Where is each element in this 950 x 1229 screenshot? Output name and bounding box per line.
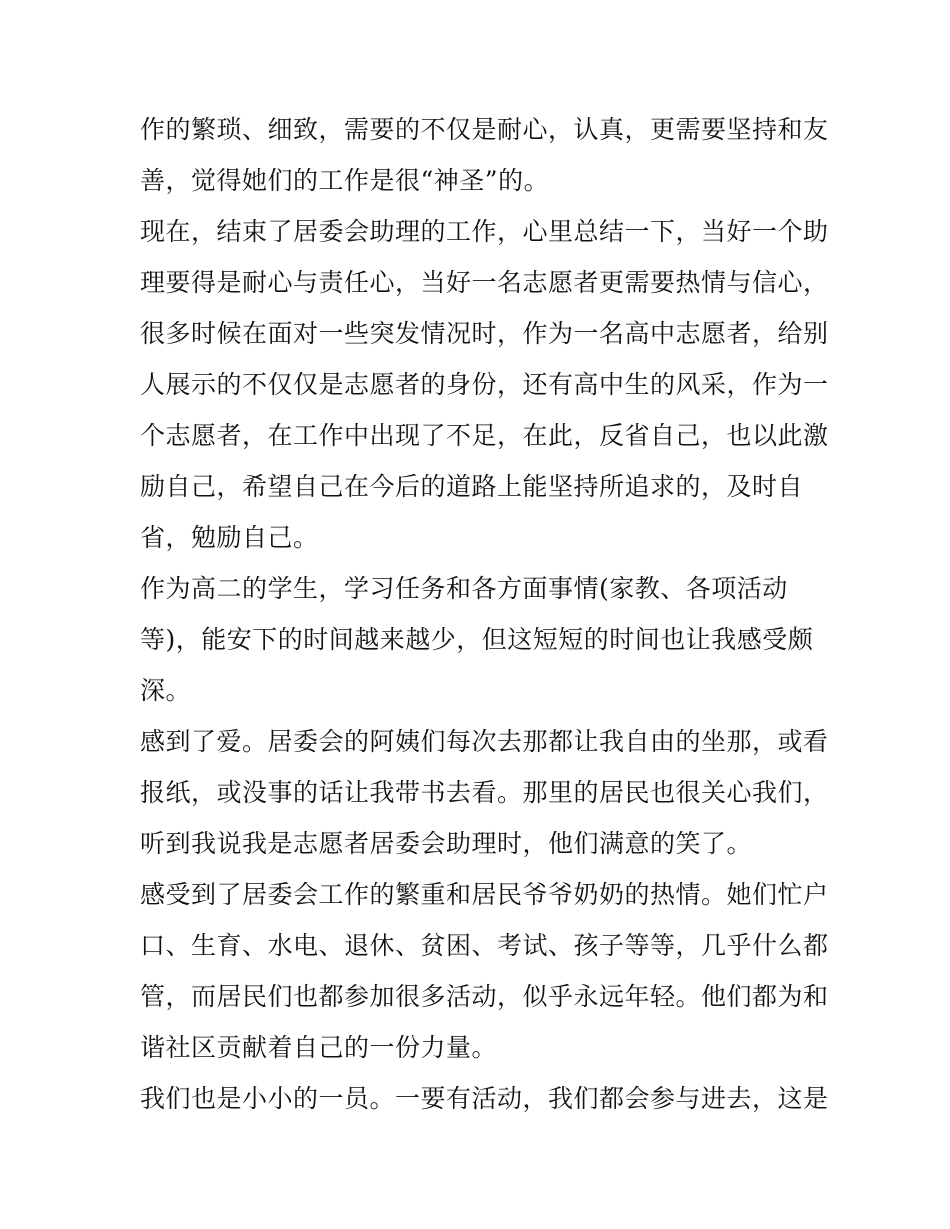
document-body (140, 104, 829, 1124)
text-line: 听到我说我是志愿者居委会助理时，他们满意的笑了。 (140, 829, 753, 858)
text-line: 感受到了居委会工作的繁重和居民爷爷奶奶的热情。她们忙户 (140, 880, 829, 909)
text-line: 口、生育、水电、退休、贫困、考试、孩子等等，几乎什么都 (140, 931, 829, 960)
text-line: 作为高二的学生，学习任务和各方面事情(家教、各项活动 (140, 574, 788, 603)
text-line: 深。 (140, 676, 192, 705)
text-line: 人展示的不仅仅是志愿者的身份，还有高中生的风采，作为一 (140, 370, 829, 399)
text-line: 感到了爱。居委会的阿姨们每次去那都让我自由的坐那，或看 (140, 727, 829, 756)
text-line: 等)，能安下的时间越来越少，但这短短的时间也让我感受颇 (140, 625, 814, 654)
paragraph (140, 206, 829, 563)
text-line: 省，勉励自己。 (140, 523, 319, 552)
text-line: 我们也是小小的一员。一要有活动，我们都会参与进去，这是 (140, 1084, 829, 1113)
text-line: 报纸，或没事的话让我带书去看。那里的居民也很关心我们， (140, 778, 829, 807)
paragraph (140, 869, 829, 1073)
text-line: 现在，结束了居委会助理的工作，心里总结一下，当好一个助 (140, 217, 829, 246)
text-line: 管，而居民们也都参加很多活动，似乎永远年轻。他们都为和 (140, 982, 829, 1011)
text-line: 个志愿者，在工作中出现了不足，在此，反省自己，也以此激 (140, 421, 829, 450)
text-line: 作的繁琐、细致，需要的不仅是耐心，认真，更需要坚持和友 (140, 115, 829, 144)
text-line: 理要得是耐心与责任心，当好一名志愿者更需要热情与信心， (140, 268, 829, 297)
paragraph (140, 716, 829, 869)
text-line: 很多时候在面对一些突发情况时，作为一名高中志愿者，给别 (140, 319, 829, 348)
paragraph (140, 563, 820, 716)
text-line: 善，觉得她们的工作是很“神圣”的。 (140, 166, 550, 195)
text-line: 谐社区贡献着自己的一份力量。 (140, 1033, 498, 1062)
text-line: 励自己，希望自己在今后的道路上能坚持所追求的，及时自 (140, 472, 804, 501)
paragraph (140, 104, 829, 206)
paragraph (140, 1073, 829, 1124)
